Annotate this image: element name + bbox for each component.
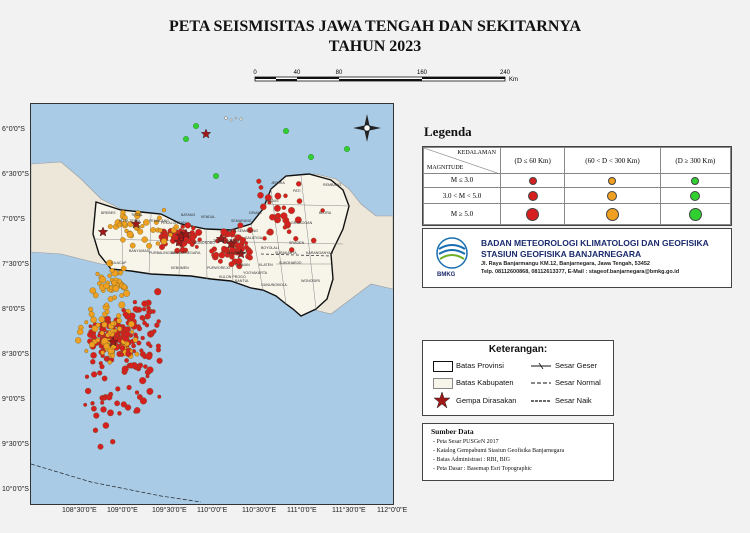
earthquake-event-dot (120, 353, 124, 357)
bmkg-address: Jl. Raya Banjarmangu KM.12, Banjarnegara, Jawa Tengah, 53452 (481, 261, 650, 267)
scale-tick: 0 (253, 70, 257, 76)
legend-mag-header: MAGNITUDE (427, 165, 464, 171)
earthquake-event-dot (96, 272, 100, 276)
earthquake-event-dot (108, 360, 112, 364)
place-label: JEPARA (271, 181, 285, 185)
legend-dot-intermediate-medium (607, 191, 617, 201)
place-label: MAGELANG (227, 251, 248, 255)
earthquake-event-dot (135, 391, 139, 395)
latitude-label: 7°0'0"S (2, 216, 25, 223)
longitude-label: 108°30'0"E (62, 507, 97, 514)
earthquake-event-dot (282, 206, 286, 210)
place-label: DEMAK (249, 211, 262, 215)
earthquake-event-dot (105, 316, 111, 322)
scale-tick: 160 (416, 70, 428, 76)
strike-slip-fault-icon (531, 363, 551, 369)
earthquake-event-dot (154, 323, 159, 328)
legend-depth-col: (D ≤ 60 Km) (501, 148, 565, 174)
earthquake-event-dot (221, 246, 226, 251)
bmkg-logo-label: BMKG (437, 272, 456, 278)
place-label: BATANG (181, 213, 196, 217)
longitude-label: 111°0'0"E (287, 507, 317, 514)
earthquake-event-dot (108, 224, 113, 229)
earthquake-event-dot (90, 288, 96, 294)
legend-dot-intermediate-large (606, 208, 619, 221)
earthquake-event-dot (156, 242, 160, 246)
earthquake-event-dot (141, 336, 145, 340)
earthquake-event-dot (131, 344, 135, 348)
place-label: PURBALINGGA (149, 251, 175, 255)
earthquake-event-dot (90, 359, 95, 364)
keterangan-box (422, 340, 614, 416)
latitude-label: 9°30'0"S (2, 441, 29, 448)
earthquake-event-dot (89, 342, 95, 348)
earthquake-event-dot (191, 226, 195, 230)
sumber-item: - Peta Sesar PUSGeN 2017 (433, 439, 499, 445)
legend-dot-shallow-large (526, 208, 539, 221)
earthquake-event-dot (119, 302, 126, 309)
sumber-item: - Peta Dasar : Basemap Esri Topographic (433, 466, 532, 472)
earthquake-event-dot (91, 406, 96, 411)
keterangan-item: Batas Provinsi (456, 361, 504, 370)
earthquake-event-dot (256, 179, 261, 184)
earthquake-event-dot (110, 439, 115, 444)
place-label: PURWOREJO (207, 266, 231, 270)
earthquake-event-dot (123, 290, 130, 297)
place-label: WONOSOBO (193, 241, 215, 245)
earthquake-event-dot (110, 268, 115, 273)
earthquake-event-dot (89, 312, 95, 318)
place-label: SLEMAN (235, 263, 250, 267)
earthquake-event-dot (257, 192, 263, 198)
earthquake-event-dot (91, 317, 97, 323)
earthquake-event-dot (107, 410, 113, 416)
earthquake-event-dot (139, 377, 146, 384)
earthquake-event-dot (102, 376, 107, 381)
longitude-label: 110°30'0"E (242, 507, 277, 514)
earthquake-event-dot (156, 344, 161, 349)
longitude-label: 112°0'0"E (377, 507, 408, 514)
regency-boundary-icon (433, 378, 453, 389)
keterangan-item: Sesar Normal (555, 378, 601, 387)
earthquake-event-dot (127, 385, 132, 390)
earthquake-event-dot (102, 322, 107, 327)
earthquake-event-dot (105, 303, 109, 307)
earthquake-event-dot-deep (193, 123, 199, 129)
earthquake-event-dot (113, 286, 119, 292)
earthquake-event-dot (75, 337, 81, 343)
place-label: KLATEN (259, 263, 273, 267)
earthquake-event-dot (117, 411, 121, 415)
earthquake-event-dot (267, 231, 271, 235)
seismicity-map[interactable] (30, 103, 394, 505)
longitude-label: 109°0'0"E (107, 507, 138, 514)
earthquake-event-dot (123, 312, 128, 317)
keterangan-item: Gempa Dirasakan (456, 396, 517, 405)
earthquake-event-dot (142, 321, 146, 325)
earthquake-event-dot (244, 245, 249, 250)
earthquake-event-dot (181, 225, 185, 229)
scale-tick: 80 (335, 70, 343, 76)
earthquake-event-dot (105, 310, 109, 314)
latitude-label: 9°0'0"S (2, 396, 25, 403)
earthquake-event-dot (85, 349, 89, 353)
earthquake-event-dot (297, 199, 302, 204)
scale-tick: 40 (293, 70, 301, 76)
earthquake-event-dot (125, 331, 131, 337)
legend-dot-shallow-small (529, 177, 537, 185)
place-label: PATI (293, 189, 301, 193)
earthquake-event-dot (115, 387, 120, 392)
earthquake-event-dot (103, 422, 109, 428)
felt-earthquake-star-icon (434, 392, 450, 408)
earthquake-event-dot (145, 313, 151, 319)
earthquake-event-dot (141, 224, 145, 228)
earthquake-event-dot (296, 181, 301, 186)
bmkg-info-box (422, 228, 732, 288)
place-label: BOYOLALI (261, 246, 279, 250)
earthquake-event-dot (143, 365, 147, 369)
legend-dot-intermediate-small (608, 177, 616, 185)
legend-mag-row: M ≤ 3.0 (424, 174, 501, 188)
legend-table (422, 146, 732, 226)
scale-tick: 240 (499, 70, 511, 76)
earthquake-event-dot (281, 213, 288, 220)
place-label: BANYUMAS (129, 249, 150, 253)
place-label: KOTA SEMARANG (227, 229, 258, 233)
earthquake-event-dot (120, 345, 125, 350)
keterangan-item: Sesar Geser (555, 361, 598, 370)
sumber-title: Sumber Data (431, 427, 474, 436)
place-label: GROBOGAN (291, 221, 313, 225)
earthquake-event-dot (140, 398, 147, 405)
earthquake-event-dot (174, 224, 179, 229)
earthquake-event-dot (247, 255, 252, 260)
place-label: BANTUL (235, 279, 250, 283)
latitude-label: 7°30'0"S (2, 261, 29, 268)
place-label: SRAGEN (289, 241, 305, 245)
earthquake-event-dot (117, 318, 122, 323)
latitude-label: 8°30'0"S (2, 351, 29, 358)
earthquake-event-dot (91, 334, 96, 339)
earthquake-event-dot (195, 245, 199, 249)
earthquake-event-dot (104, 343, 110, 349)
earthquake-event-dot (137, 326, 142, 331)
legend-mag-row: 3.0 < M < 5.0 (424, 187, 501, 203)
earthquake-event-dot (104, 283, 110, 289)
earthquake-event-dot (219, 252, 225, 258)
earthquake-event-dot (120, 237, 125, 242)
earthquake-event-dot (114, 401, 119, 406)
earthquake-event-dot (85, 320, 89, 324)
earthquake-event-dot (122, 284, 127, 289)
place-label: REMBANG (323, 183, 342, 187)
latitude-label: 6°0'0"S (2, 126, 25, 133)
earthquake-event-dot (130, 243, 135, 248)
scale-bar (250, 66, 530, 90)
earthquake-event-dot (238, 223, 244, 229)
map-title-line2: TAHUN 2023 (328, 38, 422, 55)
earthquake-event-dot (154, 288, 161, 295)
earthquake-event-dot (288, 207, 295, 214)
longitude-label: 111°30'0"E (332, 507, 366, 514)
legend-depth-col: (D ≥ 300 Km) (660, 148, 730, 174)
earthquake-event-dot (110, 329, 114, 333)
earthquake-event-dot (263, 236, 267, 240)
legend-dot-deep-medium (690, 191, 700, 201)
earthquake-event-dot (93, 428, 98, 433)
earthquake-event-dot (260, 204, 266, 210)
earthquake-event-dot-deep (344, 146, 350, 152)
place-label: TEGAL (131, 213, 143, 217)
earthquake-event-dot (121, 402, 127, 408)
sumber-item: - Batas Administrasi : RBI, BIG (433, 457, 510, 463)
earthquake-event-dot (247, 249, 253, 255)
earthquake-event-dot (147, 367, 154, 374)
legend-depth-header: KEDALAMAN (457, 150, 496, 156)
earthquake-event-dot (209, 249, 214, 254)
earthquake-event-dot (106, 394, 112, 400)
province-boundary-icon (433, 361, 453, 372)
earthquake-event-dot (77, 329, 83, 335)
legend-dot-deep-small (691, 177, 699, 185)
earthquake-event-dot (128, 321, 134, 327)
earthquake-event-dot (112, 280, 117, 285)
keterangan-item: Sesar Naik (555, 396, 592, 405)
place-label: PEKALONGAN (161, 221, 186, 225)
earthquake-event-dot (146, 353, 153, 360)
earthquake-event-dot (213, 252, 219, 258)
normal-fault-icon (531, 380, 551, 386)
place-label: TEMANGGUNG (213, 239, 240, 243)
earthquake-event-dot (133, 300, 137, 304)
earthquake-event-dot (101, 351, 105, 355)
earthquake-event-dot (158, 228, 162, 232)
thrust-fault-icon (531, 398, 551, 404)
earthquake-event-dot (85, 375, 89, 379)
place-label: SEMARANG (231, 219, 252, 223)
place-label: YOGYAKARTA (243, 271, 268, 275)
bmkg-contact: Telp. 08112600868, 08112613377, E-Mail : stageof.banjarnegara@bmkg.go.id (481, 269, 680, 275)
earthquake-event-dot (117, 223, 121, 227)
earthquake-event-dot (169, 233, 173, 237)
place-label: BLORA (319, 211, 332, 215)
earthquake-event-dot (134, 407, 140, 413)
earthquake-event-dot (100, 401, 104, 405)
earthquake-event-dot (111, 321, 115, 325)
map-canvas (31, 104, 393, 504)
place-label: SALATIGA (245, 236, 263, 240)
earthquake-event-dot (127, 231, 134, 238)
place-label: PEMALANG (149, 219, 169, 223)
earthquake-event-dot (83, 403, 87, 407)
earthquake-event-dot (283, 225, 287, 229)
earthquake-event-dot (91, 372, 97, 378)
earthquake-event-dot (161, 238, 167, 244)
earthquake-event-dot (102, 396, 107, 401)
sumber-data-box (422, 423, 614, 481)
longitude-label: 110°0'0"E (197, 507, 228, 514)
earthquake-event-dot (157, 358, 163, 364)
keterangan-title: Keterangan: (488, 344, 548, 355)
earthquake-event-dot (140, 349, 144, 353)
legend-dot-shallow-medium (528, 191, 538, 201)
legend-depth-col: (60 < D < 300 Km) (565, 148, 660, 174)
place-label: CILACAP (111, 261, 127, 265)
place-label: KENDAL (201, 215, 216, 219)
place-label: KARANGANYAR (306, 251, 334, 255)
earthquake-event-dot (91, 352, 97, 358)
earthquake-event-dot (133, 306, 139, 312)
bmkg-logo-icon (435, 235, 469, 271)
earthquake-event-dot (99, 316, 105, 322)
earthquake-event-dot (97, 281, 101, 285)
latitude-label: 8°0'0"S (2, 306, 25, 313)
earthquake-event-dot (146, 375, 150, 379)
earthquake-event-dot (162, 208, 166, 212)
scale-unit: Km (509, 77, 518, 83)
map-title-line1: PETA SEISMISITAS JAWA TENGAH DAN SEKITARNYA (168, 18, 582, 35)
place-label: GUNUNGKIDUL (261, 283, 288, 287)
earthquake-event-dot (283, 194, 287, 198)
earthquake-event-dot (142, 307, 146, 311)
earthquake-event-dot (152, 329, 156, 333)
earthquake-event-dot (116, 313, 121, 318)
earthquake-event-dot (190, 235, 196, 241)
bmkg-org-line1: BADAN METEOROLOGI KLIMATOLOGI DAN GEOFISIKA (481, 238, 709, 248)
legend-mag-row: M ≥ 5.0 (424, 204, 501, 225)
legend-dot-deep-large (689, 208, 702, 221)
earthquake-event-dot (133, 337, 138, 342)
earthquake-event-dot-deep (213, 173, 219, 179)
place-label: BREBES (101, 211, 116, 215)
earthquake-event-dot (93, 413, 99, 419)
earthquake-event-dot (140, 315, 145, 320)
earthquake-event-dot (142, 237, 148, 243)
place-label: WONOGIRI (301, 279, 320, 283)
earthquake-event-dot (128, 363, 134, 369)
sumber-item: - Katalog Gempabumi Stasiun Geofisika Banjarnegara (433, 448, 565, 454)
earthquake-event-dot (108, 274, 112, 278)
longitude-label: 109°30'0"E (152, 507, 187, 514)
earthquake-event-dot (146, 342, 151, 347)
earthquake-event-dot (96, 323, 100, 327)
earthquake-event-dot (85, 388, 91, 394)
earthquake-event-dot (91, 401, 95, 405)
earthquake-event-dot (150, 227, 155, 232)
earthquake-event-dot (287, 230, 291, 234)
earthquake-event-dot (110, 354, 114, 358)
earthquake-event-dot-deep (283, 128, 289, 134)
earthquake-event-dot (89, 325, 93, 329)
bmkg-org-line2: STASIUN GEOFISIKA BANJARNEGARA (481, 249, 642, 259)
earthquake-event-dot (218, 259, 223, 264)
earthquake-event-dot (98, 444, 104, 450)
earthquake-event-dot (112, 295, 116, 299)
place-label: KOTA TEGAL (119, 219, 142, 223)
earthquake-event-dot (259, 185, 263, 189)
place-label: BANJARNEGARA (171, 251, 201, 255)
earthquake-event-dot (104, 357, 109, 362)
keterangan-item: Batas Kabupaten (456, 378, 514, 387)
earthquake-event-dot (135, 352, 139, 356)
earthquake-event-dot (130, 330, 134, 334)
earthquake-event-dot (269, 214, 275, 220)
earthquake-event-dot (146, 243, 152, 249)
earthquake-event-dot (97, 371, 102, 376)
earthquake-event-dot (124, 358, 128, 362)
earthquake-event-dot (88, 307, 93, 312)
place-label: SUKOHARJO (279, 261, 302, 265)
earthquake-event-dot (101, 407, 107, 413)
place-label: KUDUS (266, 199, 279, 203)
earthquake-event-dot-deep (183, 136, 189, 142)
earthquake-event-dot (147, 388, 154, 395)
earthquake-event-dot (195, 229, 202, 236)
latitude-label: 10°0'0"S (2, 486, 29, 493)
place-label: KEBUMEN (171, 266, 189, 270)
earthquake-event-dot (100, 364, 105, 369)
earthquake-event-dot (158, 395, 162, 399)
earthquake-event-dot (142, 301, 148, 307)
earthquake-event-dot (121, 266, 126, 271)
legend-title: Legenda (424, 124, 472, 139)
earthquake-event-dot (123, 327, 128, 332)
earthquake-event-dot-deep (308, 154, 314, 160)
earthquake-event-dot (117, 327, 122, 332)
earthquake-event-dot (311, 238, 316, 243)
place-label: KULON PROGO (219, 275, 246, 279)
earthquake-event-dot (146, 310, 150, 314)
earthquake-event-dot (100, 331, 104, 335)
earthquake-event-dot (274, 205, 281, 212)
place-label: SURAKARTA (275, 251, 297, 255)
earthquake-event-dot (96, 338, 100, 342)
earthquake-event-dot (126, 348, 130, 352)
latitude-label: 6°30'0"S (2, 171, 29, 178)
